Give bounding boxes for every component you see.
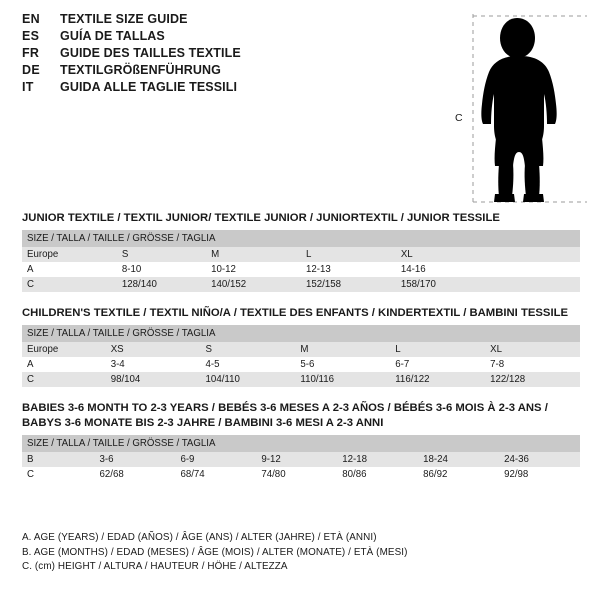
table-row [22, 342, 580, 357]
table-row [22, 277, 580, 292]
language-title: GUÍA DE TALLAS [60, 29, 165, 43]
cell: S [201, 342, 296, 357]
language-code: ES [22, 29, 40, 43]
cell: 7-8 [485, 357, 580, 372]
row-label: B [22, 452, 95, 467]
cell: XS [106, 342, 201, 357]
cell: L [390, 342, 485, 357]
legend-line-a: A. AGE (YEARS) / EDAD (AÑOS) / ÂGE (ANS) / ALTER (JAHRE) / ETÀ (ANNI) [22, 532, 377, 543]
language-row [22, 46, 442, 60]
cell: 12-13 [301, 262, 396, 277]
cell: S [117, 247, 206, 262]
cell: 9-12 [256, 452, 337, 467]
row-label: C [22, 372, 106, 387]
row-label: A [22, 262, 117, 277]
legend-footer [22, 532, 582, 576]
table-children [22, 325, 580, 387]
language-title: TEXTILE SIZE GUIDE [60, 12, 188, 26]
language-row [22, 12, 442, 26]
table-row [22, 247, 580, 262]
cell: 10-12 [206, 262, 301, 277]
cell: 74/80 [256, 467, 337, 482]
cell: 4-5 [201, 357, 296, 372]
band-label: SIZE / TALLA / TAILLE / GRÖSSE / TAGLIA [22, 325, 580, 342]
language-code: IT [22, 80, 34, 94]
child-silhouette-figure [455, 8, 595, 203]
cell: 98/104 [106, 372, 201, 387]
language-row [22, 63, 442, 77]
table-row [22, 262, 580, 277]
language-row [22, 80, 442, 94]
language-title: GUIDA ALLE TAGLIE TESSILI [60, 80, 238, 94]
cell: 62/68 [95, 467, 176, 482]
language-header [22, 12, 442, 97]
legend-line-b: B. AGE (MONTHS) / EDAD (MESES) / ÂGE (MOIS) / ALTER (MONATE) / ETÀ (MESI) [22, 546, 408, 558]
cell [491, 262, 580, 277]
cell: 8-10 [117, 262, 206, 277]
cell: 116/122 [390, 372, 485, 387]
band-label: SIZE / TALLA / TAILLE / GRÖSSE / TAGLIA [22, 435, 580, 452]
table-row [22, 372, 580, 387]
cell: 5-6 [295, 357, 390, 372]
row-label: Europe [22, 247, 117, 262]
legend-line-c: C. (cm) HEIGHT / ALTURA / HAUTEUR / HÖHE / ALTEZZA [22, 561, 288, 572]
table-row [22, 452, 580, 467]
size-tables [22, 211, 580, 496]
table-row [22, 467, 580, 482]
row-label: Europe [22, 342, 106, 357]
cell: 24-36 [499, 452, 580, 467]
cell: M [295, 342, 390, 357]
table-babies [22, 435, 580, 482]
cell: 92/98 [499, 467, 580, 482]
table-row [22, 357, 580, 372]
language-code: DE [22, 63, 40, 77]
child-silhouette-icon [455, 8, 595, 208]
cell: 80/86 [337, 467, 418, 482]
cell: 12-18 [337, 452, 418, 467]
cell: 158/170 [396, 277, 491, 292]
language-code: FR [22, 46, 40, 60]
cell: 14-16 [396, 262, 491, 277]
row-label: C [22, 467, 95, 482]
cell: 128/140 [117, 277, 206, 292]
cell: 18-24 [418, 452, 499, 467]
section-title-junior: JUNIOR TEXTILE / TEXTIL JUNIOR/ TEXTILE JUNIOR / JUNIORTEXTIL / JUNIOR TESSILE [22, 212, 500, 224]
cell: XL [396, 247, 491, 262]
cell: 122/128 [485, 372, 580, 387]
section-title-children: CHILDREN'S TEXTILE / TEXTIL NIÑO/A / TEXTILE DES ENFANTS / KINDERTEXTIL / BAMBINI TESSILE [22, 307, 569, 320]
cell: 110/116 [295, 372, 390, 387]
cell: 68/74 [175, 467, 256, 482]
table-band-row [22, 325, 580, 342]
table-junior [22, 230, 580, 292]
table-band-row [22, 435, 580, 452]
cell: 6-7 [390, 357, 485, 372]
cell: 3-4 [106, 357, 201, 372]
cell: 152/158 [301, 277, 396, 292]
band-label: SIZE / TALLA / TAILLE / GRÖSSE / TAGLIA [22, 230, 580, 247]
language-row [22, 29, 442, 43]
cell: 140/152 [206, 277, 301, 292]
cell: 104/110 [201, 372, 296, 387]
cell: M [206, 247, 301, 262]
cell [491, 277, 580, 292]
table-band-row [22, 230, 580, 247]
language-title: TEXTILGRÖßENFÜHRUNG [60, 63, 221, 77]
section-title-babies: BABIES 3-6 MONTH TO 2-3 YEARS / BEBÉS 3-6 MESES A 2-3 AÑOS / BÉBÉS 3-6 MOIS À 2-3 ANS / BABYS 3-6 MONATE BIS 2-3 JAHRE / BAMBINI 3-6 MESI A 2-3 ANNI [22, 402, 548, 430]
cell: 3-6 [95, 452, 176, 467]
row-label: C [22, 277, 117, 292]
cell: XL [485, 342, 580, 357]
cell: L [301, 247, 396, 262]
row-label: A [22, 357, 106, 372]
cell: 86/92 [418, 467, 499, 482]
measure-label-c: C [455, 112, 463, 124]
cell [491, 247, 580, 262]
language-title: GUIDE DES TAILLES TEXTILE [60, 46, 241, 60]
language-code: EN [22, 12, 40, 26]
cell: 6-9 [175, 452, 256, 467]
